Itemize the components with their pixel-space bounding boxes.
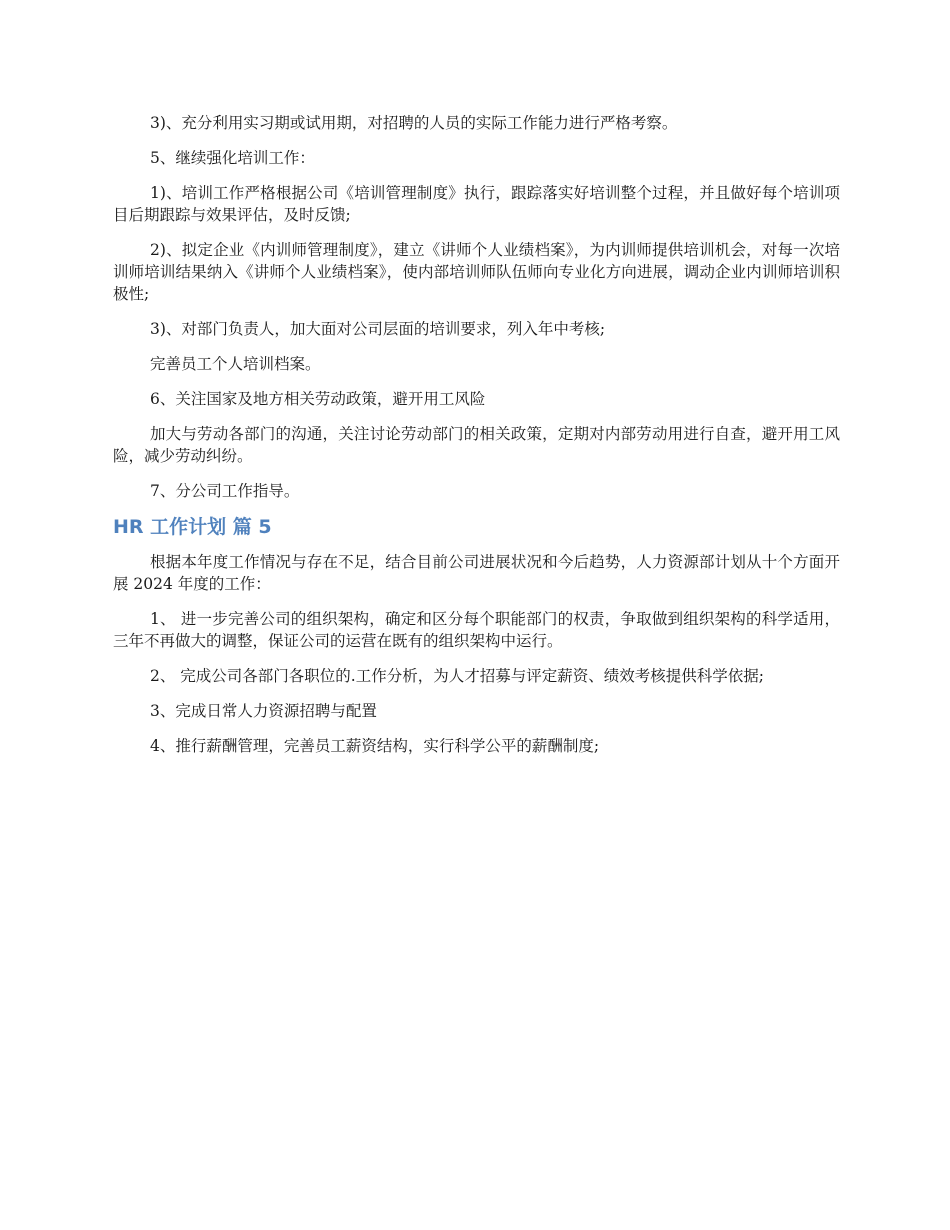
paragraph-training-title: 5、继续强化培训工作： (150, 149, 315, 167)
paragraph-org-structure: 1、 进一步完善公司的组织架构，确定和区分每个职能部门的权责，争取做到组织架构的科学适用，三年不再做大的调整，保证公司的运营在既有的组织架构中运行。 (113, 610, 840, 650)
paragraph-internal-trainer: 2)、拟定企业《内训师管理制度》，建立《讲师个人业绩档案》，为内训师提供培训机会，对每一次培训师培训结果纳入《讲师个人业绩档案》，使内部培训师队伍师向专业化方向进展，调动企业内训师培训积极性; (113, 241, 840, 303)
section-heading: HR 工作计划 篇 5 (113, 516, 272, 538)
paragraph-intro: 根据本年度工作情况与存在不足，结合目前公司进展状况和今后趋势，人力资源部计划从十个方面开展 2024 年度的工作： (113, 553, 840, 593)
paragraph-labor-policy-title: 6、关注国家及地方相关劳动政策，避开用工风险 (150, 390, 486, 408)
paragraph-training-records: 完善员工个人培训档案。 (150, 355, 321, 373)
paragraph-job-analysis: 2、 完成公司各部门各职位的.工作分析，为人才招募与评定薪资、绩效考核提供科学依据; (150, 667, 764, 685)
paragraph-probation-review: 3)、充分利用实习期或试用期，对招聘的人员的实际工作能力进行严格考察。 (150, 114, 678, 132)
paragraph-compensation: 4、推行薪酬管理，完善员工薪资结构，实行科学公平的薪酬制度; (150, 737, 600, 755)
paragraph-labor-communication: 加大与劳动各部门的沟通，关注讨论劳动部门的相关政策，定期对内部劳动用进行自查，避开用工风险，减少劳动纠纷。 (113, 425, 840, 465)
paragraph-recruitment: 3、完成日常人力资源招聘与配置 (150, 702, 377, 720)
paragraph-training-system: 1)、培训工作严格根据公司《培训管理制度》执行，跟踪落实好培训整个过程，并且做好每个培训项目后期跟踪与效果评估，及时反馈; (113, 184, 840, 224)
document-page (113, 112, 840, 770)
paragraph-branch-guidance: 7、分公司工作指导。 (150, 482, 300, 500)
paragraph-department-heads: 3)、对部门负责人，加大面对公司层面的培训要求，列入年中考核; (150, 320, 606, 338)
